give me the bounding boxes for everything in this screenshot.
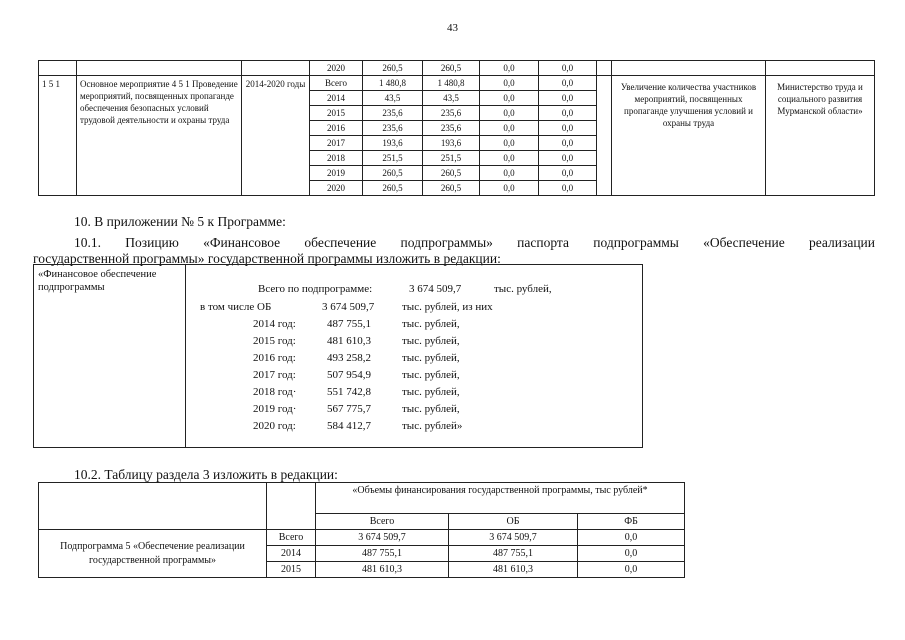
finance-year-value: 487 755,1 — [327, 318, 371, 330]
ob-cell: 260,5 — [423, 181, 480, 196]
total-cell: 193,6 — [363, 136, 423, 151]
ob-cell: 260,5 — [423, 166, 480, 181]
finance-year-label: 2015 год: — [253, 335, 296, 347]
paragraph-10: 10. В приложении № 5 к Программе: — [74, 214, 286, 229]
activity-table — [38, 60, 875, 196]
total-cell: 235,6 — [363, 121, 423, 136]
finance-label: «Финансовое обеспечение подпрограммы — [34, 265, 186, 447]
finance-year-label: 2016 год: — [253, 352, 296, 364]
vb-cell: 0,0 — [539, 121, 597, 136]
finance-year-value: 551 742,8 — [327, 386, 371, 398]
year-cell: 2014 — [310, 91, 363, 106]
finance-incl-value: 3 674 509,7 — [322, 301, 375, 313]
ob-cell: 260,5 — [423, 61, 480, 76]
finance-year-unit: тыс. рублей, — [402, 335, 460, 347]
fb-cell: 0,0 — [480, 151, 539, 166]
year-cell: 2014 — [267, 546, 316, 562]
finance-year-unit: тыс. рублей, — [402, 386, 460, 398]
finance-year-label: 2019 год· — [253, 403, 297, 415]
total-cell: 260,5 — [363, 166, 423, 181]
finance-year-unit: тыс. рублей» — [402, 420, 463, 432]
paragraph-10-1-line1: 10.1. Позицию «Финансовое обеспечение подпрограммы» паспорта подпрограммы «Обеспечение реализации — [74, 235, 875, 250]
table-row — [39, 76, 875, 91]
ob-cell: 43,5 — [423, 91, 480, 106]
year-cell: 2017 — [310, 136, 363, 151]
vb-cell: 0,0 — [539, 91, 597, 106]
finance-year-label: 2018 год· — [253, 386, 297, 398]
ob-cell: 193,6 — [423, 136, 480, 151]
year-cell: 2019 — [310, 166, 363, 181]
total-cell: 235,6 — [363, 106, 423, 121]
finance-year-unit: тыс. рублей, — [402, 318, 460, 330]
total-cell: 481 610,3 — [316, 562, 449, 578]
fb-cell: 0,0 — [480, 121, 539, 136]
finance-year-unit: тыс. рублей, — [402, 369, 460, 381]
finance-year-unit: тыс. рублей, — [402, 403, 460, 415]
ob-cell: 251,5 — [423, 151, 480, 166]
vb-cell: 0,0 — [539, 166, 597, 181]
fb-cell: 0,0 — [480, 136, 539, 151]
measure-name: Основное мероприятие 4 5 1 Проведение мероприятий, посвященных пропаганде обеспечения безопасных условий трудовой деятельности и охраны труда — [77, 76, 242, 196]
total-cell: 487 755,1 — [316, 546, 449, 562]
total-cell: 260,5 — [363, 61, 423, 76]
subprogram-name: Подпрограмма 5 «Обеспечение реализации государственной программы» — [39, 530, 267, 578]
year-cell: 2018 — [310, 151, 363, 166]
col-total-header: Всего — [316, 514, 449, 530]
finance-year-value: 493 258,2 — [327, 352, 371, 364]
ob-cell: 1 480,8 — [423, 76, 480, 91]
finance-box — [33, 264, 643, 448]
total-cell: 1 480,8 — [363, 76, 423, 91]
ob-cell: 481 610,3 — [449, 562, 578, 578]
table-row — [39, 530, 685, 546]
finance-year-value: 567 775,7 — [327, 403, 371, 415]
fb-cell: 0,0 — [480, 166, 539, 181]
vb-cell: 0,0 — [539, 151, 597, 166]
finance-year-label: 2017 год: — [253, 369, 296, 381]
paragraph-10-2: 10.2. Таблицу раздела 3 изложить в редакции: — [74, 467, 338, 482]
vb-cell: 0,0 — [539, 136, 597, 151]
fb-cell: 0,0 — [480, 91, 539, 106]
vb-cell: 0,0 — [539, 181, 597, 196]
year-cell: 2015 — [310, 106, 363, 121]
ob-cell: 235,6 — [423, 106, 480, 121]
measure-period: 2014-2020 годы — [242, 76, 310, 196]
total-cell: 3 674 509,7 — [316, 530, 449, 546]
ob-cell: 3 674 509,7 — [449, 530, 578, 546]
total-cell: 260,5 — [363, 181, 423, 196]
finance-total-unit: тыс. рублей, — [494, 283, 552, 295]
finance-total-label: Всего по подпрограмме: — [258, 283, 373, 295]
fb-cell: 0,0 — [578, 546, 685, 562]
year-cell: Всего — [310, 76, 363, 91]
finance-year-value: 584 412,7 — [327, 420, 371, 432]
vb-cell: 0,0 — [539, 76, 597, 91]
ob-cell: 487 755,1 — [449, 546, 578, 562]
measure-result: Увеличение количества участников мероприятий, посвященных пропаганде улучшения условий и охраны труда — [612, 76, 766, 196]
fb-cell: 0,0 — [480, 181, 539, 196]
ob-cell: 235,6 — [423, 121, 480, 136]
year-cell: 2015 — [267, 562, 316, 578]
measure-index: 1 5 1 — [39, 76, 77, 196]
funding-header: «Объемы финансирования государственной программы, тыс рублей* — [316, 483, 685, 514]
page-number: 43 — [447, 22, 458, 34]
finance-year-unit: тыс. рублей, — [402, 352, 460, 364]
funding-table — [38, 482, 685, 578]
fb-cell: 0,0 — [480, 106, 539, 121]
vb-cell: 0,0 — [539, 61, 597, 76]
fb-cell: 0,0 — [578, 530, 685, 546]
finance-incl-unit: тыс. рублей, из них — [402, 301, 493, 313]
year-cell: 2016 — [310, 121, 363, 136]
finance-year-value: 481 610,3 — [327, 335, 371, 347]
table-row — [39, 61, 875, 76]
col-fb-header: ФБ — [578, 514, 685, 530]
table-row — [39, 483, 685, 514]
fb-cell: 0,0 — [578, 562, 685, 578]
year-cell: 2020 — [310, 181, 363, 196]
finance-incl-label: в том числе ОБ — [200, 301, 272, 313]
total-cell: 43,5 — [363, 91, 423, 106]
fb-cell: 0,0 — [480, 76, 539, 91]
year-cell: 2020 — [310, 61, 363, 76]
paragraph-10-1-line2: государственной программы» государственной программы изложить в редакции: — [33, 251, 501, 266]
col-ob-header: ОБ — [449, 514, 578, 530]
finance-year-label: 2020 год: — [253, 420, 296, 432]
finance-year-value: 507 954,9 — [327, 369, 371, 381]
total-cell: 251,5 — [363, 151, 423, 166]
measure-executor: Министерство труда и социального развития Мурманской области» — [766, 76, 875, 196]
year-cell: Всего — [267, 530, 316, 546]
finance-year-label: 2014 год: — [253, 318, 296, 330]
fb-cell: 0,0 — [480, 61, 539, 76]
finance-total-value: 3 674 509,7 — [409, 283, 462, 295]
vb-cell: 0,0 — [539, 106, 597, 121]
